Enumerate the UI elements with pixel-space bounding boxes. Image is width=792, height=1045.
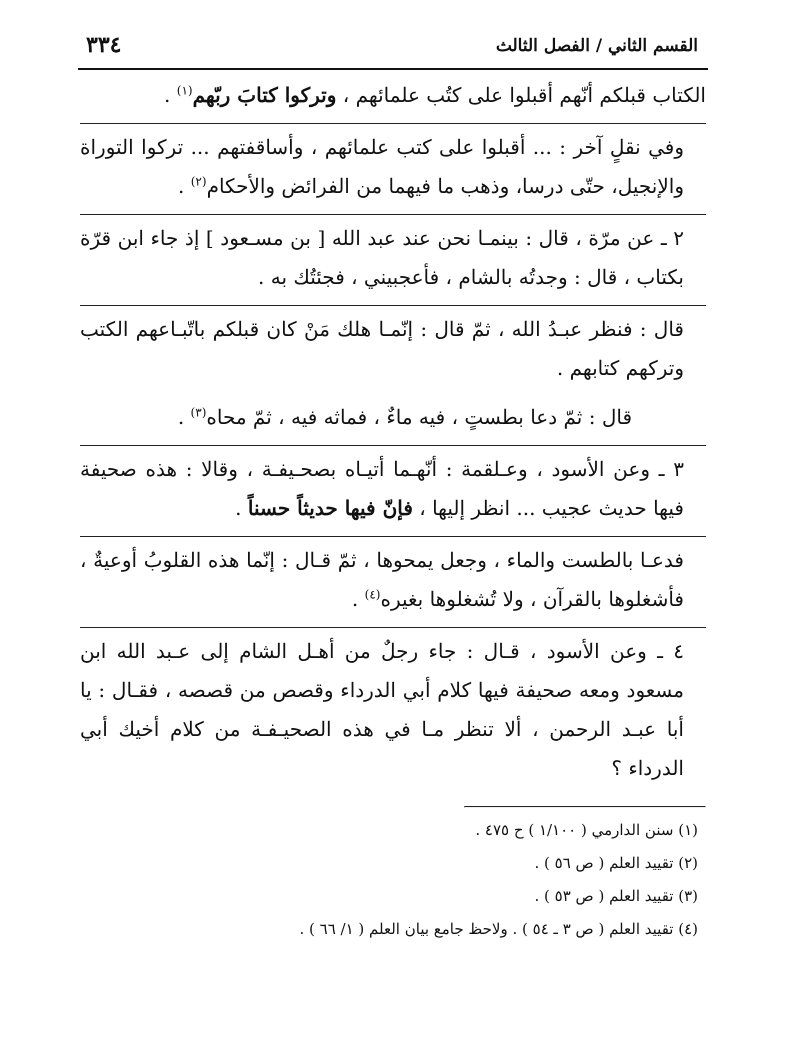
punctuation: . — [164, 83, 177, 107]
paragraph-text: ٢ ـ عن مرّة ، قال : بينمـا نحن عند عبد الله [ بن مسـعود ] إذ جاء ابن قرّة بكتاب ، قال : وجدتُه بالشام ، فأعجبيني ، فجئتُك به . — [80, 226, 684, 289]
page-number: ٣٣٤ — [86, 32, 122, 58]
punctuation: . — [351, 587, 365, 611]
separator-rule — [80, 445, 706, 446]
paragraph-1 — [80, 76, 706, 115]
footnote-2: (٢) تقييد العلم ( ص ٥٦ ) . — [534, 854, 698, 872]
punctuation: . — [556, 356, 570, 380]
paragraph-text: ٤ ـ وعن الأسود ، قـال : جاء رجلٌ من أهـل الشام إلى عـبد الله ابن مسعود ومعه صحيفة فيها كلام أبي الدرداء وقصص من قصصه ، فقـال : يا أبا عبـد الرحمن ، ألا تنظر مـا في هذه الصحيـفـة من كلام أخيك أبي الدرداء ؟ — [80, 639, 684, 780]
separator-rule — [80, 123, 706, 124]
book-page — [78, 30, 708, 1020]
punctuation: . — [178, 174, 191, 198]
bold-quote: فإنّ فيها حديثاً حسناً — [247, 496, 413, 520]
footnote-4: (٤) تقييد العلم ( ص ٣ ـ ٥٤ ) . ولاحظ جامع بيان العلم ( ١/ ٦٦ ) . — [299, 920, 698, 938]
paragraph-2 — [80, 128, 706, 206]
running-title: القسم الثاني / الفصل الثالث — [495, 36, 698, 56]
page-header — [78, 30, 708, 70]
paragraph-text: فدعـا بالطست والماء ، وجعل يمحوها ، ثمّ قـال : — [274, 548, 684, 572]
bold-quote: وتركوا كتابَ ربّهم — [192, 83, 337, 107]
footnote-ref: (٤) — [364, 587, 381, 602]
footnotes — [80, 814, 706, 946]
paragraph-8 — [80, 632, 706, 788]
footnote-separator — [464, 806, 706, 808]
separator-rule — [80, 305, 706, 306]
paragraph-text: قال : ثمّ دعا بطستٍ ، فيه ماءٌ ، فماثه فيه ، ثمّ محاه — [206, 405, 632, 429]
paragraph-text: الكتاب قبلكم أنّهم أقبلوا على كتُب علمائهم ، — [336, 83, 706, 107]
paragraph-6 — [80, 450, 706, 528]
paragraph-3 — [80, 219, 706, 297]
paragraph-7 — [80, 541, 706, 619]
separator-rule — [80, 214, 706, 215]
punctuation: . — [177, 405, 191, 429]
paragraph-text: ٣ ـ وعن الأسود ، وعـلقمة : أنّهـما أتيـاه بصحـيفـة ، وقالا : هذه صحيفة فيها حديث عجيب ... انظر إليها ، — [80, 457, 684, 520]
paragraph-4 — [80, 310, 706, 388]
quote-text: إنّمـا هلك مَنْ كان قبلكم باتّبـاعهم الكتب وتركهم كتابهم — [80, 317, 684, 380]
paragraph-5 — [80, 398, 706, 437]
footnote-3: (٣) تقييد العلم ( ص ٥٣ ) . — [534, 887, 698, 905]
separator-rule — [80, 536, 706, 537]
footnote-ref: (١) — [176, 83, 193, 98]
footnote-1: (١) سنن الدارمي ( ١/١٠٠ ) ح ٤٧٥ . — [475, 821, 698, 839]
footnote-ref: (٣) — [190, 405, 207, 420]
quote-text: إنّما هذه القلوبُ أوعيةٌ ، فأشغلوها بالقرآن ، ولا تُشغلوها بغيره — [80, 548, 684, 611]
separator-rule — [80, 627, 706, 628]
punctuation: . — [235, 496, 248, 520]
footnote-ref: (٢) — [190, 174, 207, 189]
paragraph-text: قال : فنظر عبـدُ الله ، ثمّ قال : — [413, 317, 684, 341]
page-body — [78, 76, 708, 946]
paragraph-text: وفي نقلٍ آخر : ... أقبلوا على كتب علمائهم ، وأساقفتهم ... تركوا التوراة والإنجيل، حتّى درسا، وذهب ما فيهما من الفرائض والأحكام — [80, 135, 685, 198]
